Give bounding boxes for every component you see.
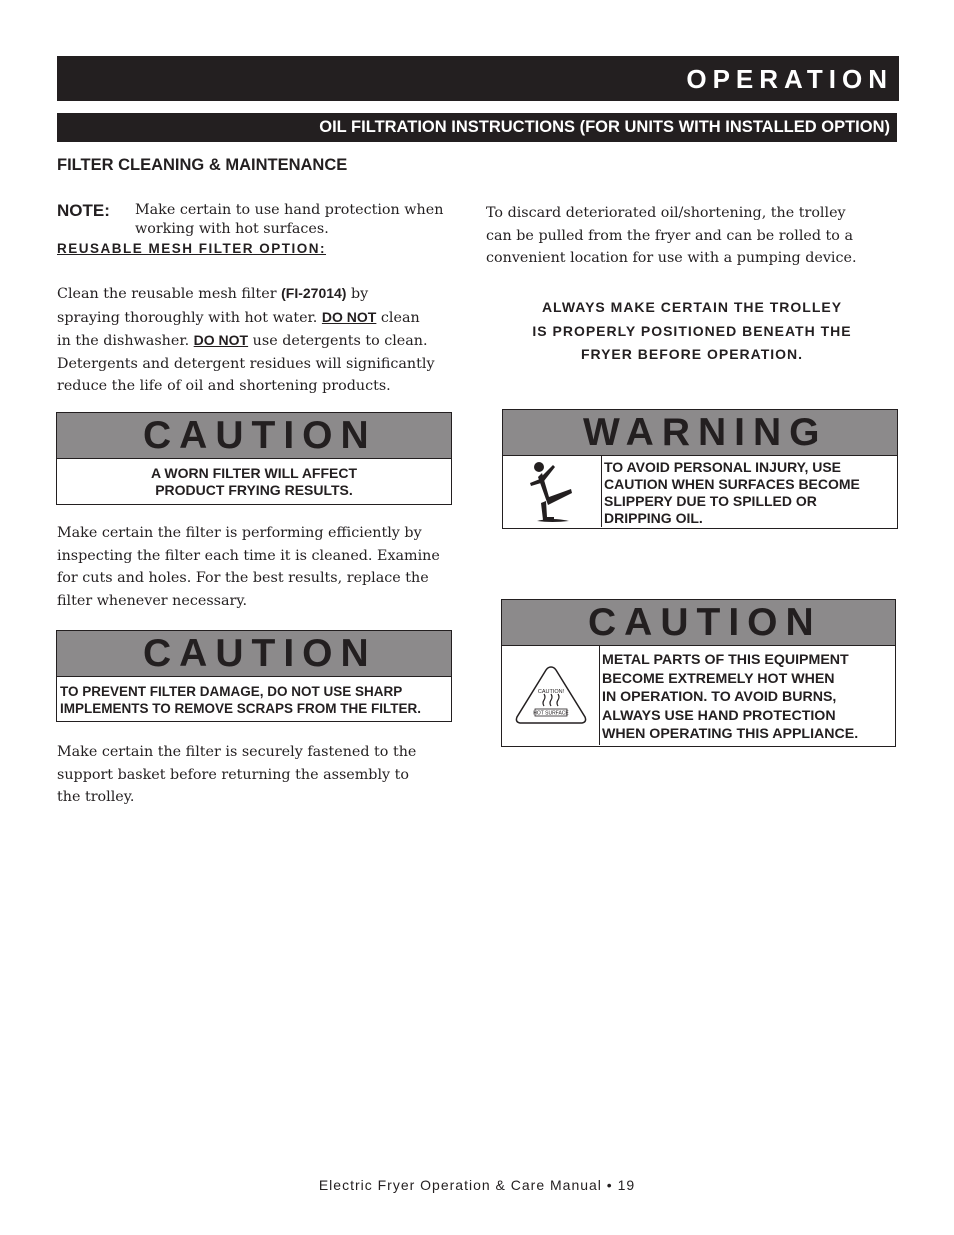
reusable-text-7: Detergents and detergent residues will significantly: [57, 355, 435, 372]
note-text: [135, 201, 443, 239]
paragraph-line: Make certain the filter is securely fastened to the: [57, 744, 417, 760]
section-title: OIL FILTRATION INSTRUCTIONS (FOR UNITS WITH INSTALLED OPTION): [319, 118, 890, 136]
reusable-text-2: by: [346, 286, 369, 302]
section-header-bar: [57, 113, 897, 142]
caution-line-2: BECOME EXTREMELY HOT WHEN: [602, 670, 835, 687]
page-footer: Electric Fryer Operation & Care Manual • 19: [318, 1177, 636, 1193]
caution-line-1: METAL PARTS OF THIS EQUIPMENT: [602, 652, 849, 668]
caution-box-hot-surface: [501, 599, 896, 747]
warning-message: [602, 456, 860, 527]
caution-label: CAUTION: [57, 631, 451, 677]
reusable-filter-paragraph: [57, 282, 477, 398]
trolley-position-notice: [486, 296, 898, 367]
notice-line: IS PROPERLY POSITIONED BENEATH THE: [532, 322, 852, 339]
subsection-title: FILTER CLEANING & MAINTENANCE: [57, 156, 348, 174]
caution-line-3: IN OPERATION. TO AVOID BURNS,: [602, 689, 837, 705]
caution-message: [57, 459, 451, 499]
note-line-2: working with hot surfaces.: [135, 221, 329, 237]
note-label: NOTE:: [57, 201, 110, 220]
paragraph-line: convenient location for use with a pumping device.: [486, 250, 857, 266]
slipping-person-icon: [503, 456, 602, 527]
paragraph-line: Make certain the filter is performing efficiently by: [57, 525, 422, 541]
caution-message: [57, 677, 451, 717]
hot-surface-icon: [502, 646, 600, 745]
page-title: OPERATION: [686, 64, 893, 94]
reusable-text-1: Clean the reusable mesh filter: [57, 286, 282, 302]
caution-label: CAUTION: [57, 413, 451, 459]
warning-line-1: TO AVOID PERSONAL INJURY, USE: [604, 459, 842, 475]
reusable-filter-heading: REUSABLE MESH FILTER OPTION:: [57, 241, 327, 256]
warning-box-slippery: [502, 409, 898, 529]
notice-line: FRYER BEFORE OPERATION.: [580, 346, 804, 362]
note-line-1: Make certain to use hand protection when: [135, 202, 444, 218]
warning-line-4: DRIPPING OIL.: [604, 510, 703, 526]
paragraph-line: inspecting the filter each time it is cleaned. Examine: [57, 547, 440, 564]
paragraph-line: can be pulled from the fryer and can be rolled to a: [486, 227, 853, 244]
icon-caption-bottom: HOT SURFACE: [532, 710, 569, 716]
paragraph-line: support basket before returning the assembly to: [57, 766, 409, 783]
caution-message: [600, 646, 858, 745]
warning-line-3: SLIPPERY DUE TO SPILLED OR: [604, 493, 817, 509]
caution-label: CAUTION: [502, 600, 895, 646]
icon-caption-top: CAUTION!: [537, 688, 564, 695]
do-not-warning-1: DO NOT: [321, 308, 377, 325]
reusable-text-5: in the dishwasher.: [57, 333, 194, 349]
paragraph-line: To discard deteriorated oil/shortening, the trolley: [486, 205, 846, 221]
caution-line-1: A WORN FILTER WILL AFFECT: [150, 465, 358, 481]
discard-oil-paragraph: [486, 202, 898, 270]
caution-line-1: TO PREVENT FILTER DAMAGE, DO NOT USE SHARP: [60, 684, 403, 699]
caution-line-2: IMPLEMENTS TO REMOVE SCRAPS FROM THE FILTER.: [60, 701, 422, 716]
inspect-filter-paragraph: [57, 522, 477, 612]
fasten-filter-paragraph: [57, 741, 477, 809]
reusable-text-4: clean: [376, 309, 420, 326]
page-header-bar: [57, 56, 899, 101]
paragraph-line: the trolley.: [57, 789, 135, 805]
reusable-text-8: reduce the life of oil and shortening products.: [57, 378, 391, 394]
caution-box-worn-filter: [56, 412, 452, 505]
caution-box-sharp-implements: [56, 630, 452, 722]
reusable-text-3: spraying thoroughly with hot water.: [57, 309, 322, 326]
paragraph-line: filter whenever necessary.: [57, 592, 248, 609]
do-not-warning-2: DO NOT: [193, 332, 249, 348]
warning-line-2: CAUTION WHEN SURFACES BECOME: [604, 476, 860, 492]
caution-line-2: PRODUCT FRYING RESULTS.: [155, 482, 353, 498]
paragraph-line: for cuts and holes. For the best results, replace the: [57, 570, 429, 586]
caution-line-5: WHEN OPERATING THIS APPLIANCE.: [602, 726, 859, 742]
filter-part-number: (FI-27014): [281, 285, 347, 301]
caution-line-4: ALWAYS USE HAND PROTECTION: [602, 707, 836, 724]
reusable-text-6: use detergents to clean.: [248, 333, 428, 349]
warning-label: WARNING: [503, 410, 897, 456]
notice-line: ALWAYS MAKE CERTAIN THE TROLLEY: [541, 299, 843, 315]
